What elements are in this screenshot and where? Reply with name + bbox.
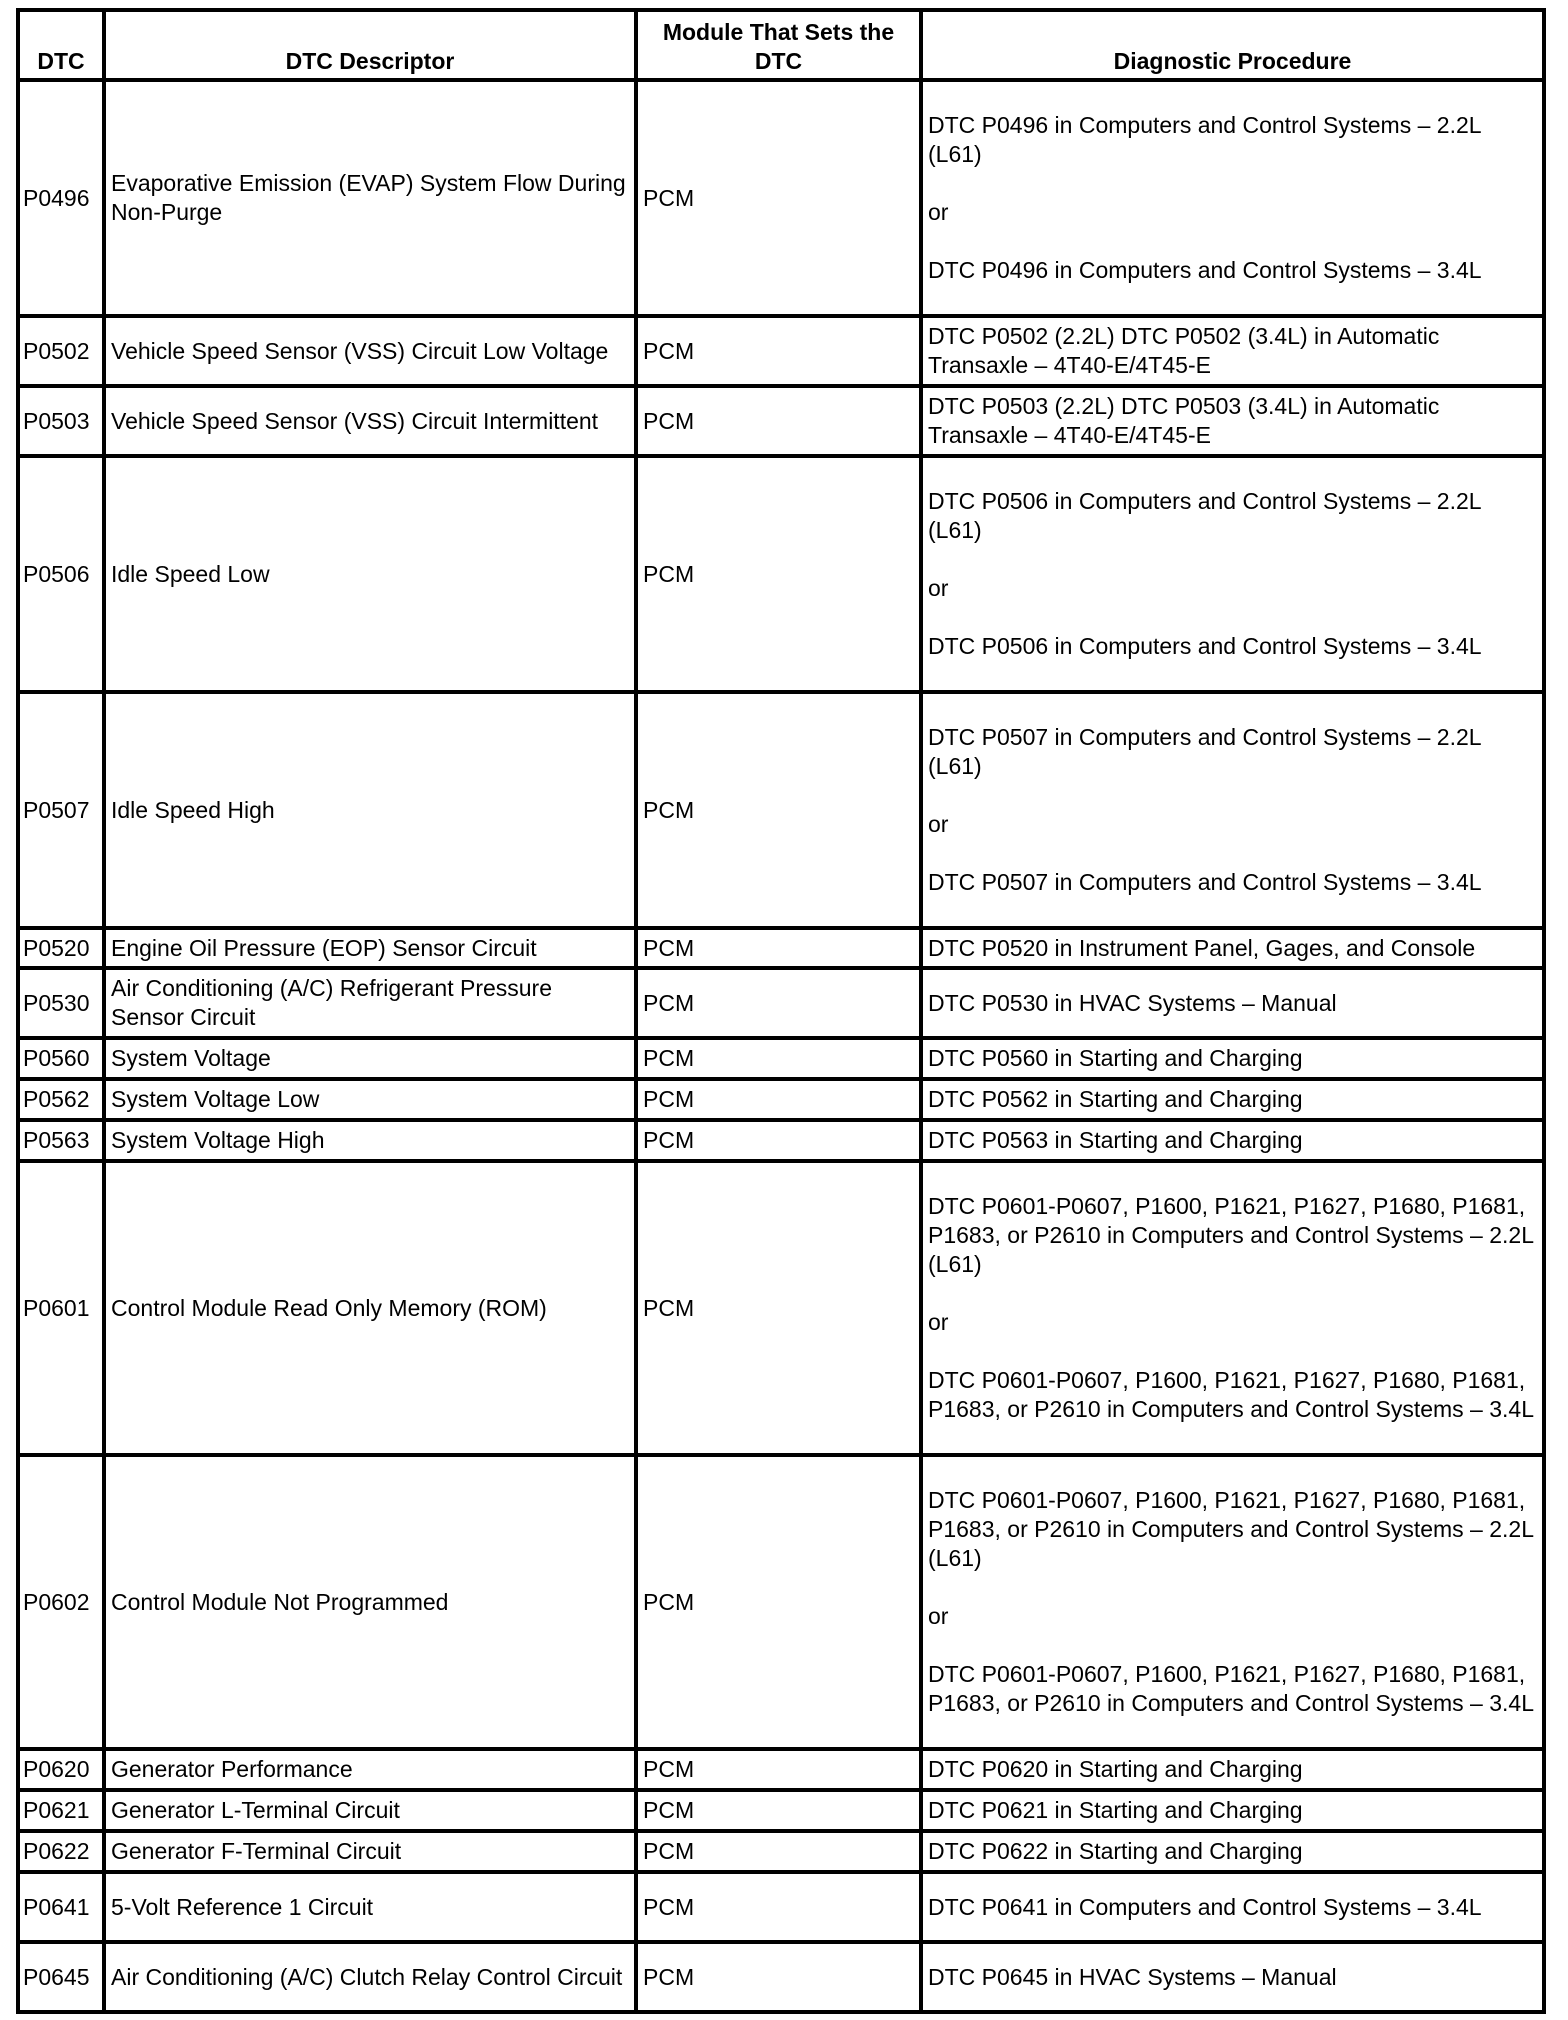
setting-module: PCM <box>636 1161 921 1455</box>
dtc-code: P0520 <box>18 928 104 968</box>
table-row <box>18 1942 1544 2012</box>
table-row <box>18 1831 1544 1872</box>
diagnostic-procedure: DTC P0507 in Computers and Control Systems – 2.2L (L61) or DTC P0507 in Computers and Control Systems – 3.4L <box>921 692 1544 928</box>
diagnostic-procedure: DTC P0502 (2.2L) DTC P0502 (3.4L) in Automatic Transaxle – 4T40-E/4T45-E <box>921 316 1544 386</box>
dtc-descriptor: Generator Performance <box>104 1749 636 1790</box>
dtc-code: P0641 <box>18 1872 104 1942</box>
dtc-code: P0507 <box>18 692 104 928</box>
dtc-code: P0621 <box>18 1790 104 1831</box>
setting-module: PCM <box>636 1455 921 1749</box>
diagnostic-procedure: DTC P0530 in HVAC Systems – Manual <box>921 968 1544 1038</box>
diagnostic-procedure: DTC P0622 in Starting and Charging <box>921 1831 1544 1872</box>
table-row <box>18 1120 1544 1161</box>
dtc-descriptor: 5-Volt Reference 1 Circuit <box>104 1872 636 1942</box>
dtc-descriptor: Idle Speed Low <box>104 456 636 692</box>
dtc-descriptor: Vehicle Speed Sensor (VSS) Circuit Intermittent <box>104 386 636 456</box>
table-row <box>18 316 1544 386</box>
header-dtc: DTC <box>18 10 104 80</box>
header-descriptor: DTC Descriptor <box>104 10 636 80</box>
diagnostic-procedure: DTC P0601-P0607, P1600, P1621, P1627, P1680, P1681, P1683, or P2610 in Computers and Control Systems – 2.2L (L61) or DTC P0601-P0607, P1600, P1621, P1627, P1680, P1681, P1683, or P2610 in Computers and Control Systems – 3.4L <box>921 1455 1544 1749</box>
table-row <box>18 692 1544 928</box>
diagnostic-procedure: DTC P0560 in Starting and Charging <box>921 1038 1544 1079</box>
header-row <box>18 10 1544 80</box>
table-row <box>18 386 1544 456</box>
setting-module: PCM <box>636 1790 921 1831</box>
header-procedure: Diagnostic Procedure <box>921 10 1544 80</box>
diagnostic-procedure: DTC P0506 in Computers and Control Systems – 2.2L (L61) or DTC P0506 in Computers and Control Systems – 3.4L <box>921 456 1544 692</box>
diagnostic-procedure: DTC P0620 in Starting and Charging <box>921 1749 1544 1790</box>
diagnostic-procedure: DTC P0562 in Starting and Charging <box>921 1079 1544 1120</box>
setting-module: PCM <box>636 1749 921 1790</box>
dtc-descriptor: Engine Oil Pressure (EOP) Sensor Circuit <box>104 928 636 968</box>
table-row <box>18 1749 1544 1790</box>
diagnostic-procedure: DTC P0563 in Starting and Charging <box>921 1120 1544 1161</box>
setting-module: PCM <box>636 1079 921 1120</box>
table-row <box>18 1079 1544 1120</box>
table-row <box>18 456 1544 692</box>
table-row <box>18 928 1544 968</box>
dtc-descriptor: Air Conditioning (A/C) Clutch Relay Control Circuit <box>104 1942 636 2012</box>
dtc-code: P0530 <box>18 968 104 1038</box>
setting-module: PCM <box>636 928 921 968</box>
dtc-code: P0562 <box>18 1079 104 1120</box>
setting-module: PCM <box>636 1038 921 1079</box>
setting-module: PCM <box>636 1872 921 1942</box>
header-module: Module That Sets the DTC <box>636 10 921 80</box>
table-row <box>18 968 1544 1038</box>
dtc-descriptor: System Voltage <box>104 1038 636 1079</box>
dtc-code: P0563 <box>18 1120 104 1161</box>
dtc-code: P0496 <box>18 80 104 316</box>
dtc-code: P0503 <box>18 386 104 456</box>
diagnostic-procedure: DTC P0621 in Starting and Charging <box>921 1790 1544 1831</box>
setting-module: PCM <box>636 1831 921 1872</box>
setting-module: PCM <box>636 692 921 928</box>
table-row <box>18 1790 1544 1831</box>
table-row <box>18 1161 1544 1455</box>
diagnostic-procedure: DTC P0496 in Computers and Control Systems – 2.2L (L61) or DTC P0496 in Computers and Control Systems – 3.4L <box>921 80 1544 316</box>
table-row <box>18 1872 1544 1942</box>
setting-module: PCM <box>636 386 921 456</box>
dtc-descriptor: Generator F-Terminal Circuit <box>104 1831 636 1872</box>
dtc-descriptor: System Voltage Low <box>104 1079 636 1120</box>
dtc-table <box>16 8 1546 2014</box>
dtc-descriptor: Generator L-Terminal Circuit <box>104 1790 636 1831</box>
table-row <box>18 1455 1544 1749</box>
dtc-code: P0645 <box>18 1942 104 2012</box>
diagnostic-procedure: DTC P0520 in Instrument Panel, Gages, and Console <box>921 928 1544 968</box>
setting-module: PCM <box>636 1942 921 2012</box>
table-row <box>18 1038 1544 1079</box>
dtc-descriptor: Control Module Not Programmed <box>104 1455 636 1749</box>
dtc-code: P0620 <box>18 1749 104 1790</box>
diagnostic-procedure: DTC P0645 in HVAC Systems – Manual <box>921 1942 1544 2012</box>
setting-module: PCM <box>636 80 921 316</box>
table-row <box>18 80 1544 316</box>
dtc-descriptor: Air Conditioning (A/C) Refrigerant Pressure Sensor Circuit <box>104 968 636 1038</box>
dtc-descriptor: Vehicle Speed Sensor (VSS) Circuit Low Voltage <box>104 316 636 386</box>
dtc-descriptor: Evaporative Emission (EVAP) System Flow During Non-Purge <box>104 80 636 316</box>
diagnostic-procedure: DTC P0601-P0607, P1600, P1621, P1627, P1680, P1681, P1683, or P2610 in Computers and Control Systems – 2.2L (L61) or DTC P0601-P0607, P1600, P1621, P1627, P1680, P1681, P1683, or P2610 in Computers and Control Systems – 3.4L <box>921 1161 1544 1455</box>
setting-module: PCM <box>636 968 921 1038</box>
dtc-descriptor: Idle Speed High <box>104 692 636 928</box>
setting-module: PCM <box>636 456 921 692</box>
setting-module: PCM <box>636 316 921 386</box>
dtc-code: P0622 <box>18 1831 104 1872</box>
dtc-code: P0601 <box>18 1161 104 1455</box>
setting-module: PCM <box>636 1120 921 1161</box>
diagnostic-procedure: DTC P0641 in Computers and Control Systems – 3.4L <box>921 1872 1544 1942</box>
dtc-descriptor: System Voltage High <box>104 1120 636 1161</box>
dtc-code: P0506 <box>18 456 104 692</box>
dtc-code: P0602 <box>18 1455 104 1749</box>
diagnostic-procedure: DTC P0503 (2.2L) DTC P0503 (3.4L) in Automatic Transaxle – 4T40-E/4T45-E <box>921 386 1544 456</box>
dtc-code: P0560 <box>18 1038 104 1079</box>
dtc-code: P0502 <box>18 316 104 386</box>
dtc-descriptor: Control Module Read Only Memory (ROM) <box>104 1161 636 1455</box>
